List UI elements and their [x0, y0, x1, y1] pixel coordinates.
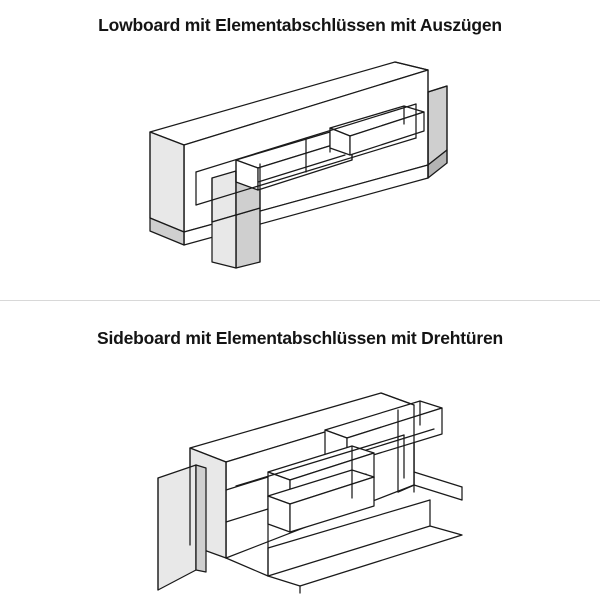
sideboard-line-drawing — [0, 300, 600, 600]
figure-sideboard — [0, 300, 600, 600]
caption-lowboard: Lowboard mit Elementabschlüssen mit Auszügen — [98, 15, 502, 35]
caption-sideboard: Sideboard mit Elementabschlüssen mit Drehtüren — [96, 328, 504, 348]
panel-sideboard — [0, 300, 600, 600]
